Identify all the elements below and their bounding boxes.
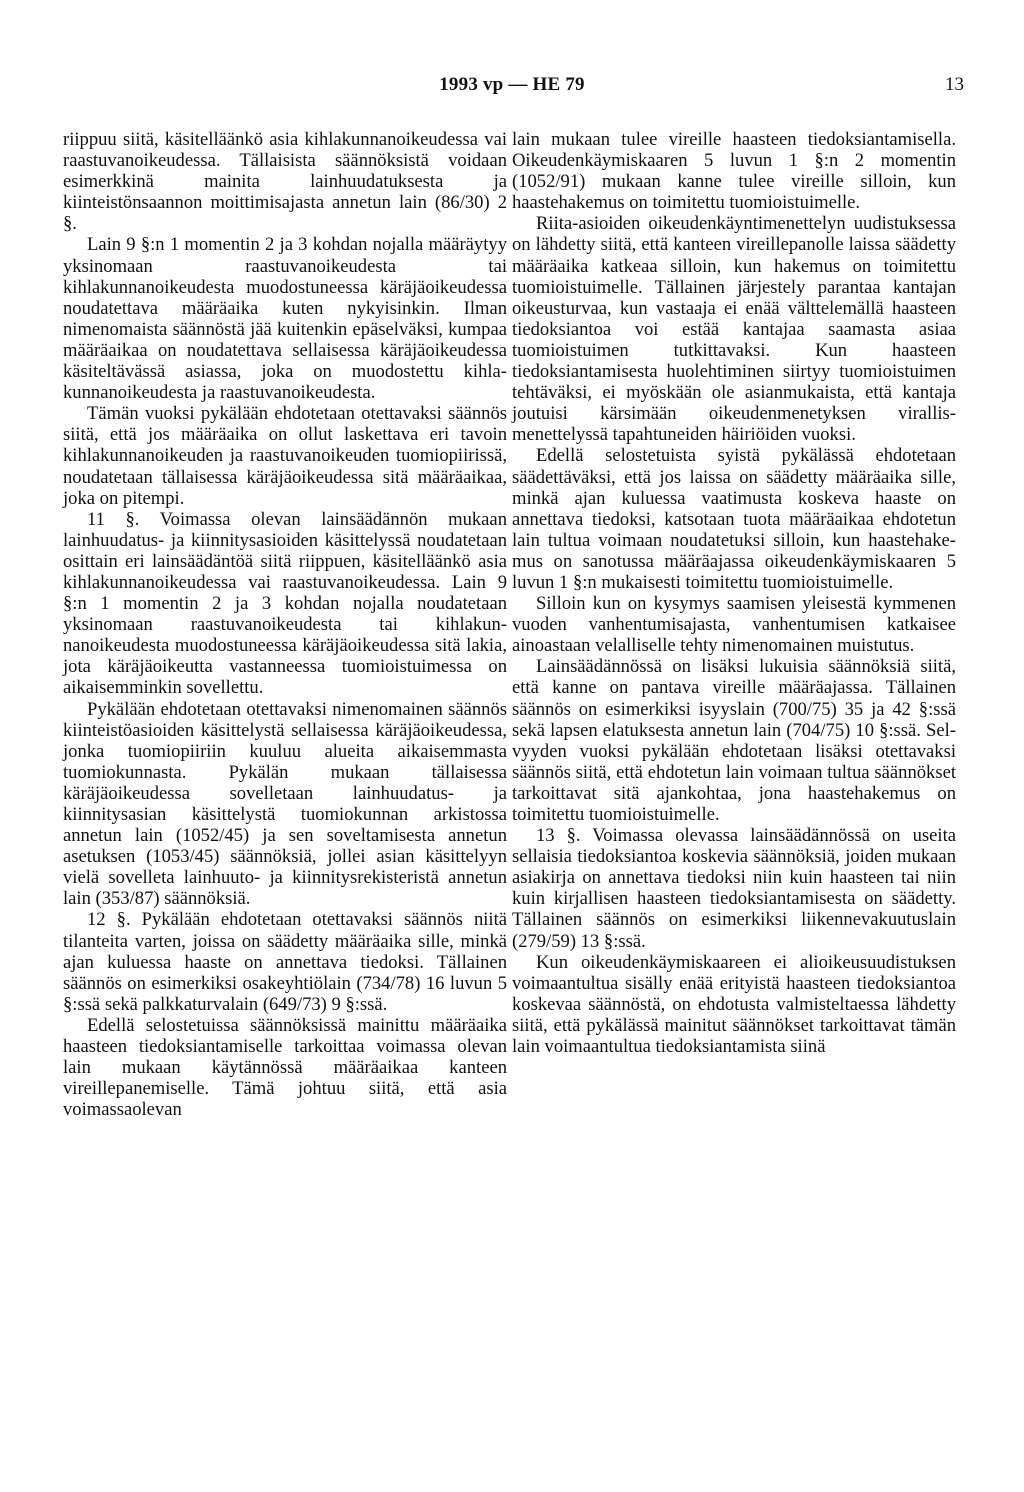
paragraph: Lain 9 §:n 1 momentin 2 ja 3 kohdan nojalla määräytyy yksinomaan raastuvanoikeudesta tai kihlakunnanoikeudesta muodostuneessa käräjäoikeudessa noudatettava määräaika kuten nykyisinkin. Ilman nimenomaista säännöstä jää kuitenkin epäselväksi, kumpaa määräaikaa on noudatettava sellaisessa käräjäoikeudessa käsiteltävässä asiassa, joka on muodostettu kihlakunnanoikeudesta ja raastuvanoikeudesta. bbox=[63, 234, 507, 404]
paragraph: Silloin kun on kysymys saamisen yleisestä kymmenen vuoden vanhentumisajasta, vanhentumisen katkaisee ainoastaan velalliselle tehty nimenomainen muistutus. bbox=[512, 593, 956, 657]
paragraph: 13 §. Voimassa olevassa lainsäädännössä on useita sellaisia tiedoksiantoa koskevia säännöksiä, joiden mukaan asiakirja on annettava tiedoksi niin kuin haasteen tai niin kuin kirjallisen haasteen tiedoksiantamisesta on säädetty. Tällainen säännös on esimerkiksi liikennevakuutuslain (279/59) 13 §:ssä. bbox=[512, 825, 956, 952]
paragraph: Lainsäädännössä on lisäksi lukuisia säännöksiä siitä, että kanne on pantava vireille määräajassa. Tällainen säännös on esimerkiksi isyyslain (700/75) 35 ja 42 §:ssä sekä lapsen elatuksesta annetun lain (704/75) 10 §:ssä. Selvyyden vuoksi pykälään ehdotetaan lisäksi otettavaksi säännös siitä, että ehdotetun lain voimaan tultua säännökset tarkoittavat sitä ajankohtaa, jona haastehakemus on toimitettu tuomioistuimelle. bbox=[512, 656, 956, 825]
paragraph: riippuu siitä, käsitelläänkö asia kihlakunnanoikeudessa vai raastuvanoikeudessa. Tällaisista säännöksistä voidaan esimerkkinä mainita lainhuudatuksesta ja kiinteistönsaannon moittimisajasta annetun lain (86/30) 2 §. bbox=[63, 129, 507, 235]
paragraph: Tämän vuoksi pykälään ehdotetaan otettavaksi säännös siitä, että jos määräaika on ollut laskettava eri tavoin kihlakunnanoikeuden ja raastuvanoikeuden tuomiopiirissä, noudatetaan tällaisessa käräjäoikeudessa sitä määräaikaa, joka on pitempi. bbox=[63, 403, 507, 509]
paragraph: 12 §. Pykälään ehdotetaan otettavaksi säännös niitä tilanteita varten, joissa on säädetty määräaika sille, minkä ajan kuluessa haaste on annettava tiedoksi. Tällainen säännös on esimerkiksi osakeyhtiölain (734/78) 16 luvun 5 §:ssä sekä palkkaturvalain (649/73) 9 §:ssä. bbox=[63, 909, 507, 1015]
document-reference: 1993 vp — HE 79 bbox=[439, 74, 585, 95]
left-column bbox=[63, 129, 507, 1120]
right-column bbox=[512, 129, 956, 1057]
page-number: 13 bbox=[945, 74, 964, 95]
page-header bbox=[0, 74, 1024, 104]
paragraph: lain mukaan tulee vireille haasteen tiedoksiantamisella. Oikeudenkäymiskaaren 5 luvun 1 §:n 2 momentin (1052/91) mukaan kanne tulee vireille silloin, kun haastehakemus on toimitettu tuomioistuimelle. bbox=[512, 129, 956, 214]
paragraph: 11 §. Voimassa olevan lainsäädännön mukaan lainhuudatus- ja kiinnitysasioiden käsittelyssä noudatetaan osittain eri lainsäädäntöä siitä riippuen, käsitelläänkö asia kihlakunnanoikeudessa vai raastuvanoikeudessa. Lain 9 §:n 1 momentin 2 ja 3 kohdan nojalla noudatetaan yksinomaan raastuvanoikeudesta tai kihlakunnanoikeudesta muodostuneessa käräjäoikeudessa sitä lakia, jota käräjäoikeutta vastanneessa tuomioistuimessa on aikaisemminkin sovellettu. bbox=[63, 508, 507, 699]
paragraph: Edellä selostetuista syistä pykälässä ehdotetaan säädettäväksi, että jos laissa on säädetty määräaika sille, minkä ajan kuluessa vaatimusta koskeva haaste on annettava tiedoksi, katsotaan tuota määräaikaa ehdotetun lain tultua voimaan noudatetuksi silloin, kun haastehakemus on sanotussa määräajassa oikeudenkäymiskaaren 5 luvun 1 §:n mukaisesti toimitettu tuomioistuimelle. bbox=[512, 445, 956, 593]
paragraph: Riita-asioiden oikeudenkäyntimenettelyn uudistuksessa on lähdetty siitä, että kanteen vireillepanolle laissa säädetty määräaika katkeaa silloin, kun hakemus on toimitettu tuomioistuimelle. Tällainen järjestely parantaa kantajan oikeusturvaa, kun vastaaja ei enää välttelemällä haasteen tiedoksiantoa voi estää kantajaa saamasta asiaa tuomioistuimen tutkittavaksi. Kun haasteen tiedoksiantamisesta huolehtiminen siirtyy tuomioistuimen tehtäväksi, ei myöskään ole asianmukaista, että kantaja joutuisi kärsimään oikeudenmenetyksen virallismenettelyssä tapahtuneiden häiriöiden vuoksi. bbox=[512, 213, 956, 446]
paragraph: Pykälään ehdotetaan otettavaksi nimenomainen säännös kiinteistöasioiden käsittelystä sellaisessa käräjäoikeudessa, jonka tuomiopiiriin kuuluu alueita aikaisemmasta tuomiokunnasta. Pykälän mukaan tällaisessa käräjäoikeudessa sovelletaan lainhuudatus- ja kiinnitysasian käsittelystä tuomiokunnan arkistossa annetun lain (1052/45) ja sen soveltamisesta annetun asetuksen (1053/45) säännöksiä, jollei asian käsittelyyn vielä sovelleta lainhuuto- ja kiinnitysrekisteristä annetun lain (353/87) säännöksiä. bbox=[63, 698, 507, 910]
paragraph: Edellä selostetuissa säännöksissä mainittu määräaika haasteen tiedoksiantamiselle tarkoittaa voimassa olevan lain mukaan käytännössä määräaikaa kanteen vireillepanemiselle. Tämä johtuu siitä, että asia voimassaolevan bbox=[63, 1014, 507, 1121]
paragraph: Kun oikeudenkäymiskaareen ei alioikeusuudistuksen voimaantultua sisälly enää erityistä haasteen tiedoksiantoa koskevaa säännöstä, on ehdotusta valmisteltaessa lähdetty siitä, että pykälässä mainitut säännökset tarkoittavat tämän lain voimaantultua tiedoksiantamista siinä bbox=[512, 951, 956, 1058]
